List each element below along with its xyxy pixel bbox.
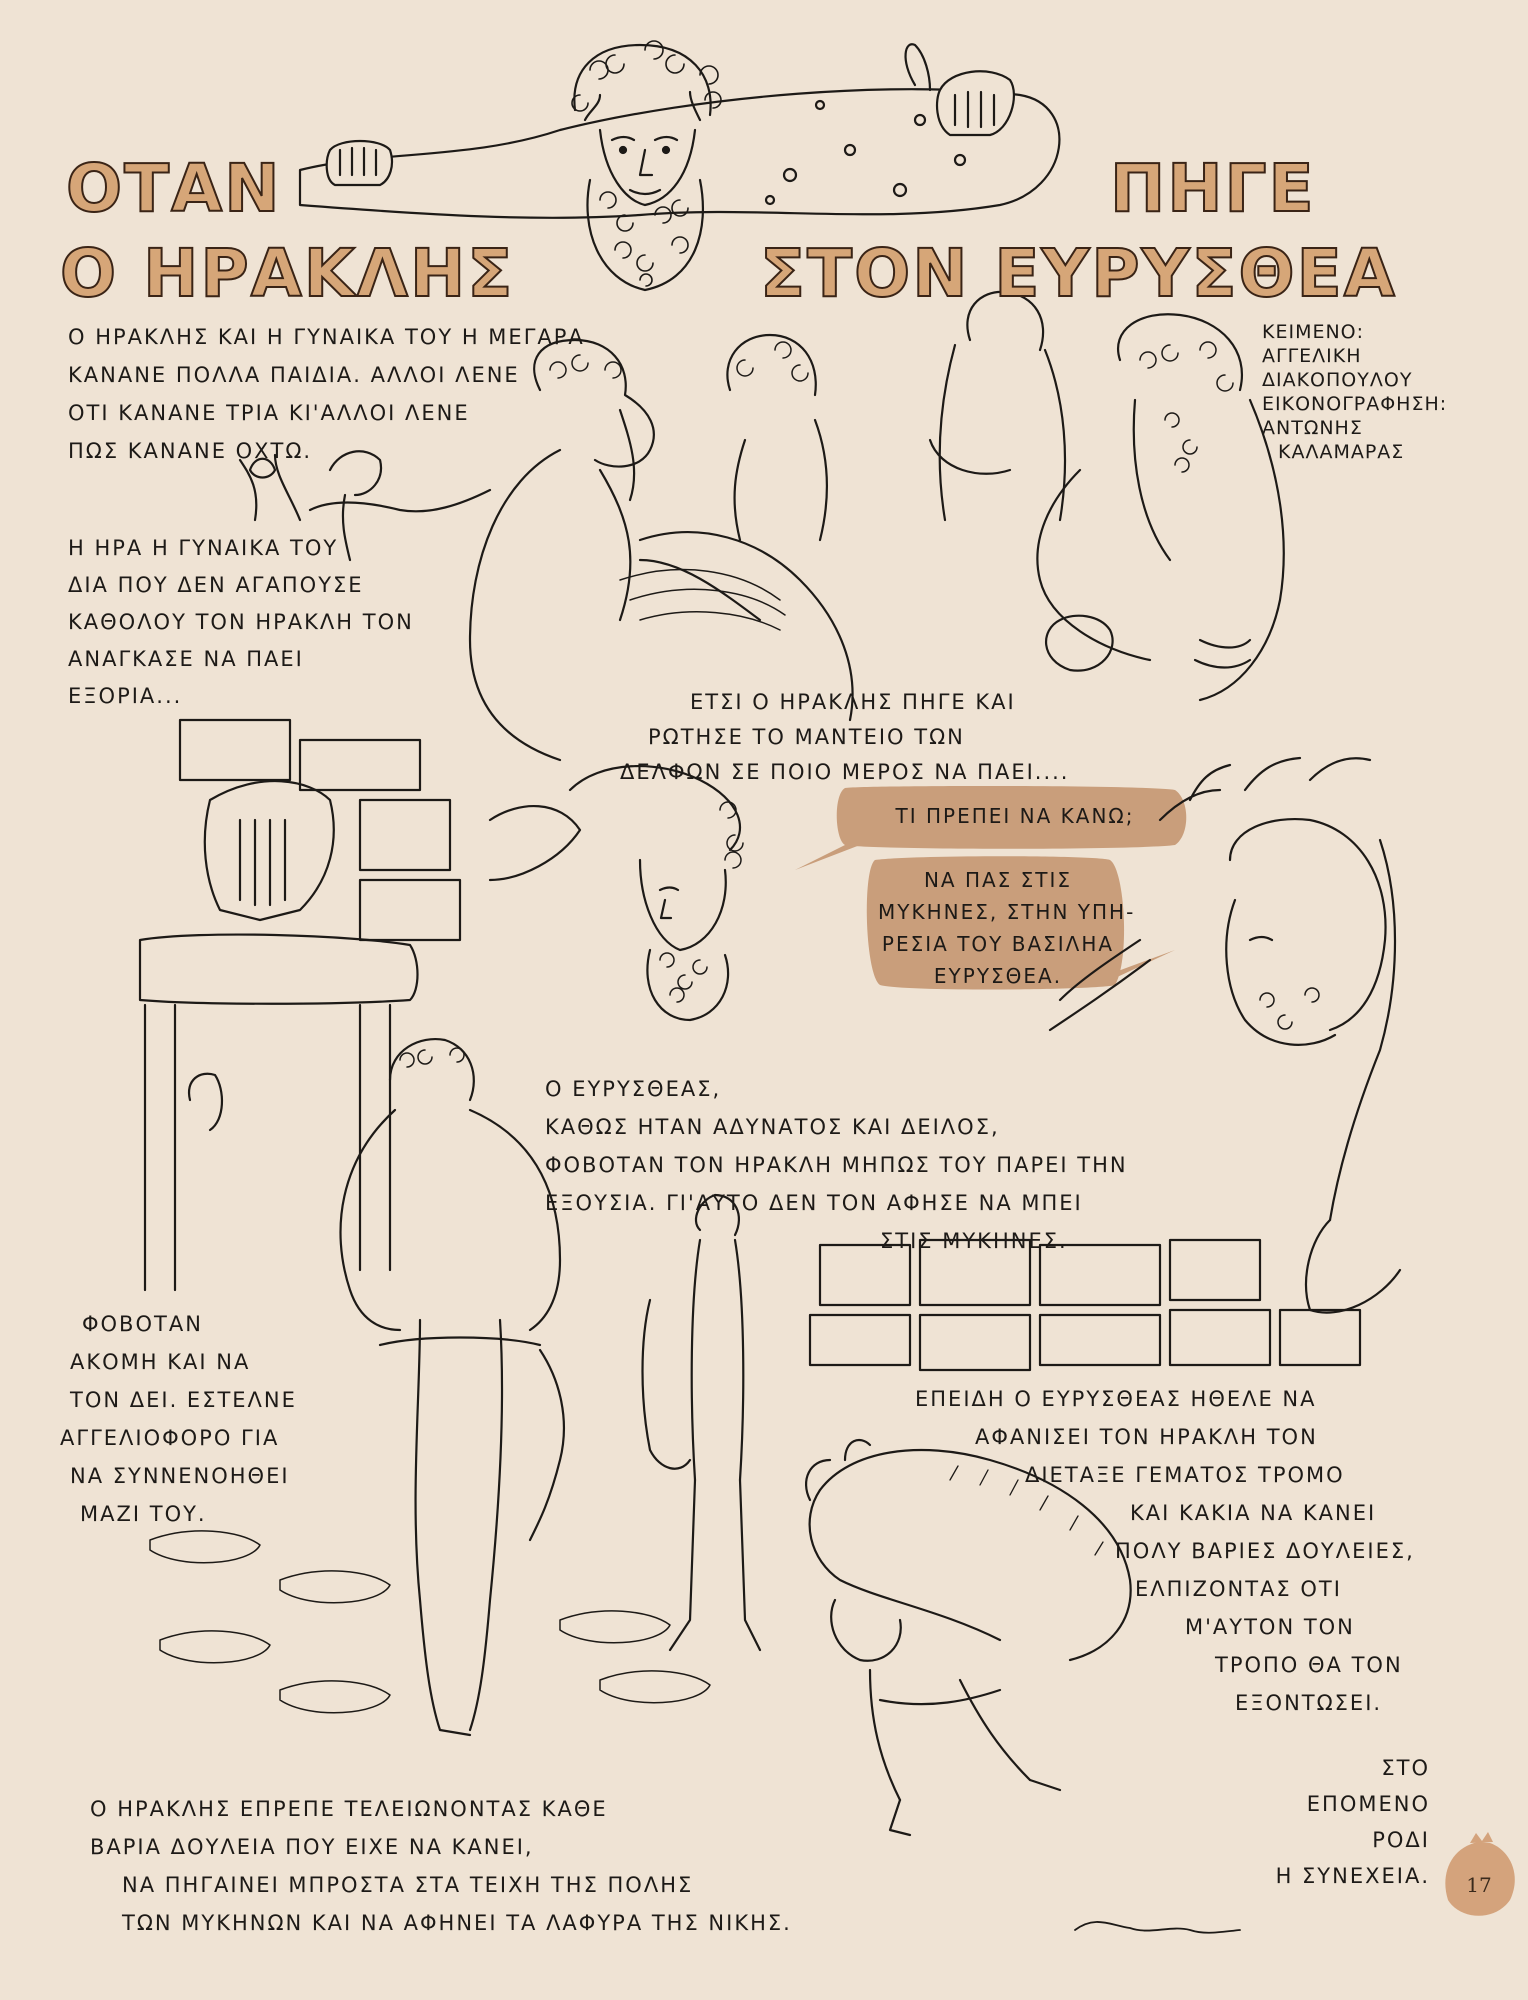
caption-line: ΕΠΕΙΔΗ Ο ΕΥΡΥΣΘΕΑΣ ΗΘΕΛΕ ΝΑ: [915, 1387, 1317, 1411]
caption-line: ΔΕΛΦΩΝ ΣΕ ΠΟΙΟ ΜΕΡΟΣ ΝΑ ΠΑΕΙ....: [620, 760, 1070, 784]
caption-line: ΠΩΣ ΚΑΝΑΝΕ ΟΧΤΩ.: [68, 439, 313, 463]
bubble-line: ΡΕΣΙΑ ΤΟΥ ΒΑΣΙΛΗΑ: [881, 932, 1115, 956]
heracles-lion-skin: [490, 766, 743, 1020]
bubble-oracle-answer: [878, 864, 1136, 992]
caption-line: Ο ΗΡΑΚΛΗΣ ΚΑΙ Η ΓΥΝΑΙΚΑ ΤΟΥ Η ΜΕΓΑΡΑ: [68, 325, 585, 349]
caption-eurystheus-fear: [545, 1070, 1128, 1260]
caption-line: ΚΑΘΩΣ ΗΤΑΝ ΑΔΥΝΑΤΟΣ ΚΑΙ ΔΕΙΛΟΣ,: [545, 1115, 1000, 1139]
caption-messenger: [60, 1305, 297, 1533]
title-line1-left: ΟΤΑΝ: [66, 150, 282, 227]
caption-line: ΕΞΟΥΣΙΑ. ΓΙ'ΑΥΤΟ ΔΕΝ ΤΟΝ ΑΦΗΣΕ ΝΑ ΜΠΕΙ: [545, 1191, 1083, 1215]
caption-line: ΕΠΟΜΕΝΟ: [1306, 1792, 1430, 1816]
bubble-line: ΜΥΚΗΝΕΣ, ΣΤΗΝ ΥΠΗ-: [878, 900, 1136, 924]
caption-line: ΑΝΑΓΚΑΣΕ ΝΑ ΠΑΕΙ: [68, 647, 304, 671]
caption-line: ΕΞΟΝΤΩΣΕΙ.: [1235, 1691, 1383, 1715]
caption-line: ΕΞΟΡΙΑ...: [68, 684, 183, 708]
caption-hera-exile: [68, 530, 414, 715]
bubble-line: ΝΑ ΠΑΣ ΣΤΙΣ: [923, 868, 1073, 892]
caption-line: ΦΟΒΟΤΑΝ ΤΟΝ ΗΡΑΚΛΗ ΜΗΠΩΣ ΤΟΥ ΠΑΡΕΙ ΤΗΝ: [545, 1153, 1128, 1177]
credits-line: ΔΙΑΚΟΠΟΥΛΟΥ: [1262, 369, 1413, 391]
credits: [1262, 320, 1447, 464]
club-illustration: [300, 44, 1059, 218]
caption-line: ΣΤΙΣ ΜΥΚΗΝΕΣ.: [880, 1229, 1068, 1253]
caption-line: ΔΙΑ ΠΟΥ ΔΕΝ ΑΓΑΠΟΥΣΕ: [68, 573, 364, 597]
page-number: 17: [1466, 1873, 1492, 1897]
caption-line: Η ΗΡΑ Η ΓΥΝΑΙΚΑ ΤΟΥ: [68, 536, 339, 560]
credits-line: ΑΝΤΩΝΗΣ: [1262, 417, 1363, 439]
caption-line: ΡΩΤΗΣΕ ΤΟ ΜΑΝΤΕΙΟ ΤΩΝ: [648, 725, 965, 749]
artist-signature: [1075, 1922, 1240, 1933]
caption-line: ΑΦΑΝΙΣΕΙ ΤΟΝ ΗΡΑΚΛΗ ΤΟΝ: [975, 1425, 1318, 1449]
caption-line: ΡΟΔΙ: [1372, 1828, 1430, 1852]
caption-line: ΟΤΙ ΚΑΝΑΝΕ ΤΡΙΑ ΚΙ'ΑΛΛΟΙ ΛΕΝΕ: [68, 401, 470, 425]
caption-line: ΑΚΟΜΗ ΚΑΙ ΝΑ: [70, 1350, 251, 1374]
caption-line: ΝΑ ΠΗΓΑΙΝΕΙ ΜΠΡΟΣΤΑ ΣΤΑ ΤΕΙΧΗ ΤΗΣ ΠΟΛΗΣ: [122, 1873, 694, 1897]
caption-line: ΕΛΠΙΖΟΝΤΑΣ ΟΤΙ: [1135, 1577, 1342, 1601]
caption-line: ΤΡΟΠΟ ΘΑ ΤΟΝ: [1215, 1653, 1403, 1677]
bubble-line: ΕΥΡΥΣΘΕΑ.: [933, 964, 1063, 988]
bubble-heracles-question: ΤΙ ΠΡΕΠΕΙ ΝΑ ΚΑΝΩ;: [895, 804, 1135, 828]
caption-line: Ο ΕΥΡΥΣΘΕΑΣ,: [545, 1077, 722, 1101]
caption-line: ΕΤΣΙ Ο ΗΡΑΚΛΗΣ ΠΗΓΕ ΚΑΙ: [690, 690, 1016, 714]
caption-trophies: [90, 1790, 792, 1942]
caption-labours: [915, 1380, 1415, 1722]
credits-line: ΚΕΙΜΕΝΟ:: [1262, 321, 1365, 343]
caption-children: [68, 318, 585, 470]
caption-line: ΚΑΝΑΝΕ ΠΟΛΛΑ ΠΑΙΔΙΑ. ΑΛΛΟΙ ΛΕΝΕ: [68, 363, 520, 387]
caption-line: ΑΓΓΕΛΙΟΦΟΡΟ ΓΙΑ: [60, 1426, 280, 1450]
caption-line: Ο ΗΡΑΚΛΗΣ ΕΠΡΕΠΕ ΤΕΛΕΙΩΝΟΝΤΑΣ ΚΑΘΕ: [90, 1797, 608, 1821]
delphi-temple-illustration: [140, 720, 460, 1290]
caption-line: ΜΑΖΙ ΤΟΥ.: [80, 1502, 207, 1526]
credits-line: ΑΓΓΕΛΙΚΗ: [1262, 345, 1362, 367]
caption-line: ΣΤΟ: [1381, 1756, 1430, 1780]
caption-line: ΚΑΘΟΛΟΥ ΤΟΝ ΗΡΑΚΛΗ ΤΟΝ: [68, 610, 414, 634]
title-line2-right: ΣΤΟΝ ΕΥΡΥΣΘΕΑ: [760, 235, 1397, 312]
title-line2-left: Ο ΗΡΑΚΛΗΣ: [60, 235, 515, 312]
caption-line: ΦΟΒΟΤΑΝ: [82, 1312, 203, 1336]
credits-line: ΚΑΛΑΜΑΡΑΣ: [1278, 441, 1405, 463]
caption-line: ΚΑΙ ΚΑΚΙΑ ΝΑ ΚΑΝΕΙ: [1130, 1501, 1377, 1525]
caption-line: ΝΑ ΣΥΝΝΕΝΟΗΘΕΙ: [70, 1464, 290, 1488]
caption-line: ΤΟΝ ΔΕΙ. ΕΣΤΕΛΝΕ: [70, 1388, 297, 1412]
caption-line: Η ΣΥΝΕΧΕΙΑ.: [1275, 1864, 1430, 1888]
caption-line: ΤΩΝ ΜΥΚΗΝΩΝ ΚΑΙ ΝΑ ΑΦΗΝΕΙ ΤΑ ΛΑΦΥΡΑ ΤΗΣ ΝΙΚΗΣ.: [122, 1911, 792, 1935]
title-line1-right: ΠΗΓΕ: [1110, 150, 1316, 227]
caption-delphi: [620, 685, 1070, 790]
caption-line: ΔΙΕΤΑΞΕ ΓΕΜΑΤΟΣ ΤΡΟΜΟ: [1025, 1463, 1345, 1487]
caption-continued: [1200, 1750, 1430, 1894]
caption-line: Μ'ΑΥΤΟΝ ΤΟΝ: [1185, 1615, 1355, 1639]
credits-line: ΕΙΚΟΝΟΓΡΑΦΗΣΗ:: [1262, 393, 1448, 415]
caption-line: ΠΟΛΥ ΒΑΡΙΕΣ ΔΟΥΛΕΙΕΣ,: [1115, 1539, 1415, 1563]
caption-line: ΒΑΡΙΑ ΔΟΥΛΕΙΑ ΠΟΥ ΕΙΧΕ ΝΑ ΚΑΝΕΙ,: [90, 1835, 534, 1859]
